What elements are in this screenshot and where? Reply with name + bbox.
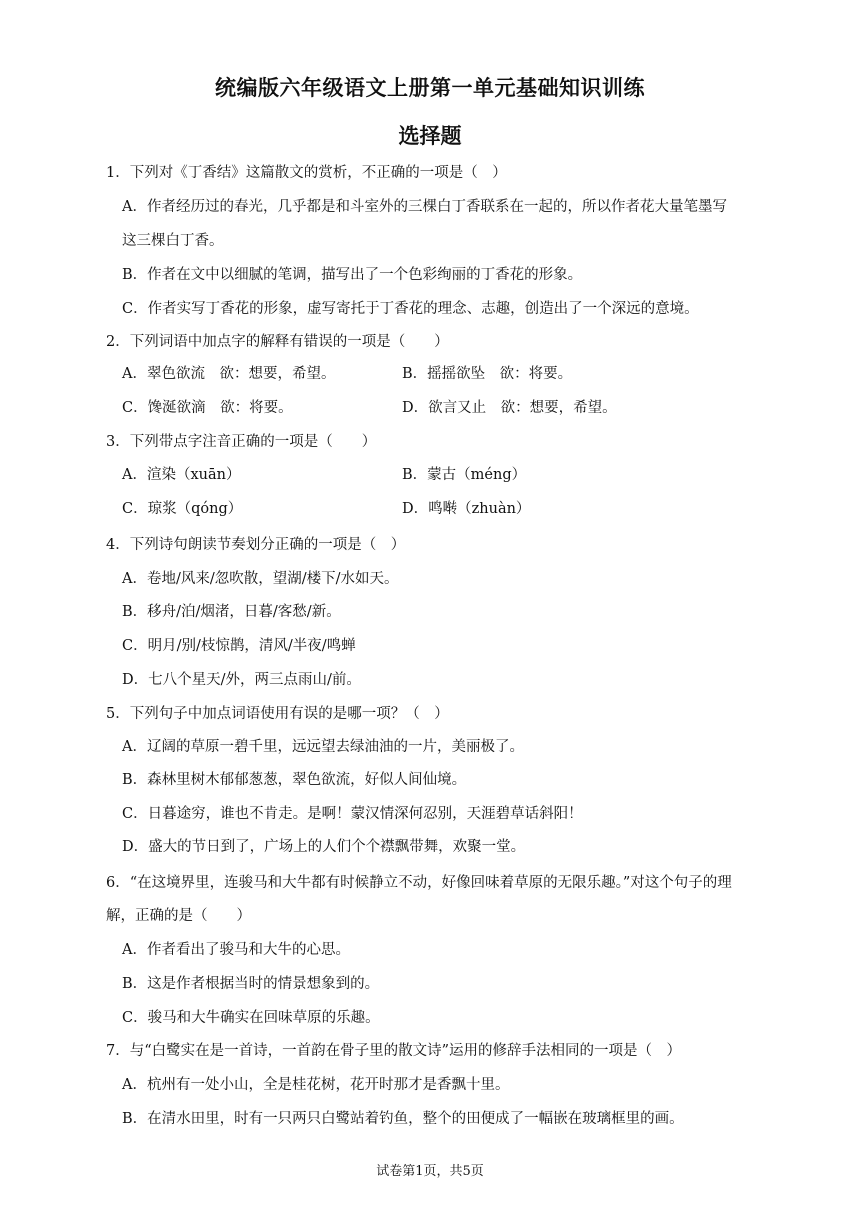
question-4-option-a: A．卷地/风来/忽吹散，望湖/楼下/水如天。 bbox=[122, 571, 399, 587]
question-2-option-a: A．翠色欲流 欲：想要，希望。 bbox=[122, 366, 336, 382]
question-7-stem: 7．与“白鹭实在是一首诗，一首韵在骨子里的散文诗”运用的修辞手法相同的一项是（ ） bbox=[106, 1043, 682, 1059]
question-7-option-b: B．在清水田里，时有一只两只白鹭站着钓鱼，整个的田便成了一幅嵌在玻璃框里的画。 bbox=[122, 1111, 684, 1127]
question-2-stem: 2．下列词语中加点字的解释有错误的一项是（ ） bbox=[106, 334, 449, 350]
question-5-option-a: A．辽阔的草原一碧千里，远远望去绿油油的一片，美丽极了。 bbox=[122, 739, 524, 755]
question-2-option-b: B．摇摇欲坠 欲：将要。 bbox=[402, 366, 573, 382]
question-7-option-a: A．杭州有一处小山，全是桂花树，花开时那才是香飘十里。 bbox=[122, 1077, 510, 1093]
question-6-option-c: C．骏马和大牛确实在回味草原的乐趣。 bbox=[122, 1010, 380, 1026]
question-5-option-b: B．森林里树木郁郁葱葱，翠色欲流，好似人间仙境。 bbox=[122, 772, 467, 788]
question-5-option-d: D．盛大的节日到了，广场上的人们个个襟飘带舞，欢聚一堂。 bbox=[122, 839, 526, 855]
question-2-option-c: C．馋涎欲滴 欲：将要。 bbox=[122, 400, 293, 416]
question-6-stem: 6．“在这境界里，连骏马和大牛都有时候静立不动，好像回味着草原的无限乐趣。”对这个句子的理 bbox=[106, 875, 732, 891]
question-4-stem: 4．下列诗句朗读节奏划分正确的一项是（ ） bbox=[106, 537, 406, 553]
question-3-stem: 3．下列带点字注音正确的一项是（ ） bbox=[106, 434, 377, 450]
page-footer: 试卷第1页，共5页 bbox=[376, 1164, 484, 1179]
question-4-option-c: C．明月/别/枝惊鹊，清风/半夜/鸣蝉 bbox=[122, 638, 356, 654]
section-heading: 选择题 bbox=[398, 124, 462, 148]
question-1-option-a: A．作者经历过的春光，几乎都是和斗室外的三棵白丁香联系在一起的，所以作者花大量笔墨写 bbox=[122, 199, 727, 215]
question-1-option-b: B．作者在文中以细腻的笔调，描写出了一个色彩绚丽的丁香花的形象。 bbox=[122, 267, 583, 283]
question-1-option-c: C．作者实写丁香花的形象，虚写寄托于丁香花的理念、志趣，创造出了一个深远的意境。 bbox=[122, 301, 699, 317]
question-3-option-a: A．渲染（xuān） bbox=[122, 467, 241, 483]
question-4-option-d: D．七八个星天/外，两三点雨山/前。 bbox=[122, 672, 361, 688]
question-2-option-d: D．欲言又止 欲：想要，希望。 bbox=[402, 400, 617, 416]
question-5-stem: 5．下列句子中加点词语使用有误的是哪一项？（ ） bbox=[106, 706, 449, 722]
document-title: 统编版六年级语文上册第一单元基础知识训练 bbox=[215, 76, 645, 100]
question-6-option-a: A．作者看出了骏马和大牛的心思。 bbox=[122, 942, 350, 958]
question-3-option-c: C．琼浆（qóng） bbox=[122, 501, 243, 517]
question-6-option-b: B．这是作者根据当时的情景想象到的。 bbox=[122, 976, 380, 992]
question-6-stem-cont: 解，正确的是（ ） bbox=[106, 908, 251, 924]
question-3-option-d: D．鸣啭（zhuàn） bbox=[402, 501, 531, 517]
question-5-option-c: C．日暮途穷，谁也不肯走。是啊！蒙汉情深何忍别，天涯碧草话斜阳！ bbox=[122, 806, 583, 822]
question-4-option-b: B．移舟/泊/烟渚，日暮/客愁/新。 bbox=[122, 604, 341, 620]
question-1-stem: 1．下列对《丁香结》这篇散文的赏析，不正确的一项是（ ） bbox=[106, 165, 507, 181]
question-1-option-a-cont: 这三棵白丁香。 bbox=[122, 233, 224, 249]
question-3-option-b: B．蒙古（méng） bbox=[402, 467, 527, 483]
